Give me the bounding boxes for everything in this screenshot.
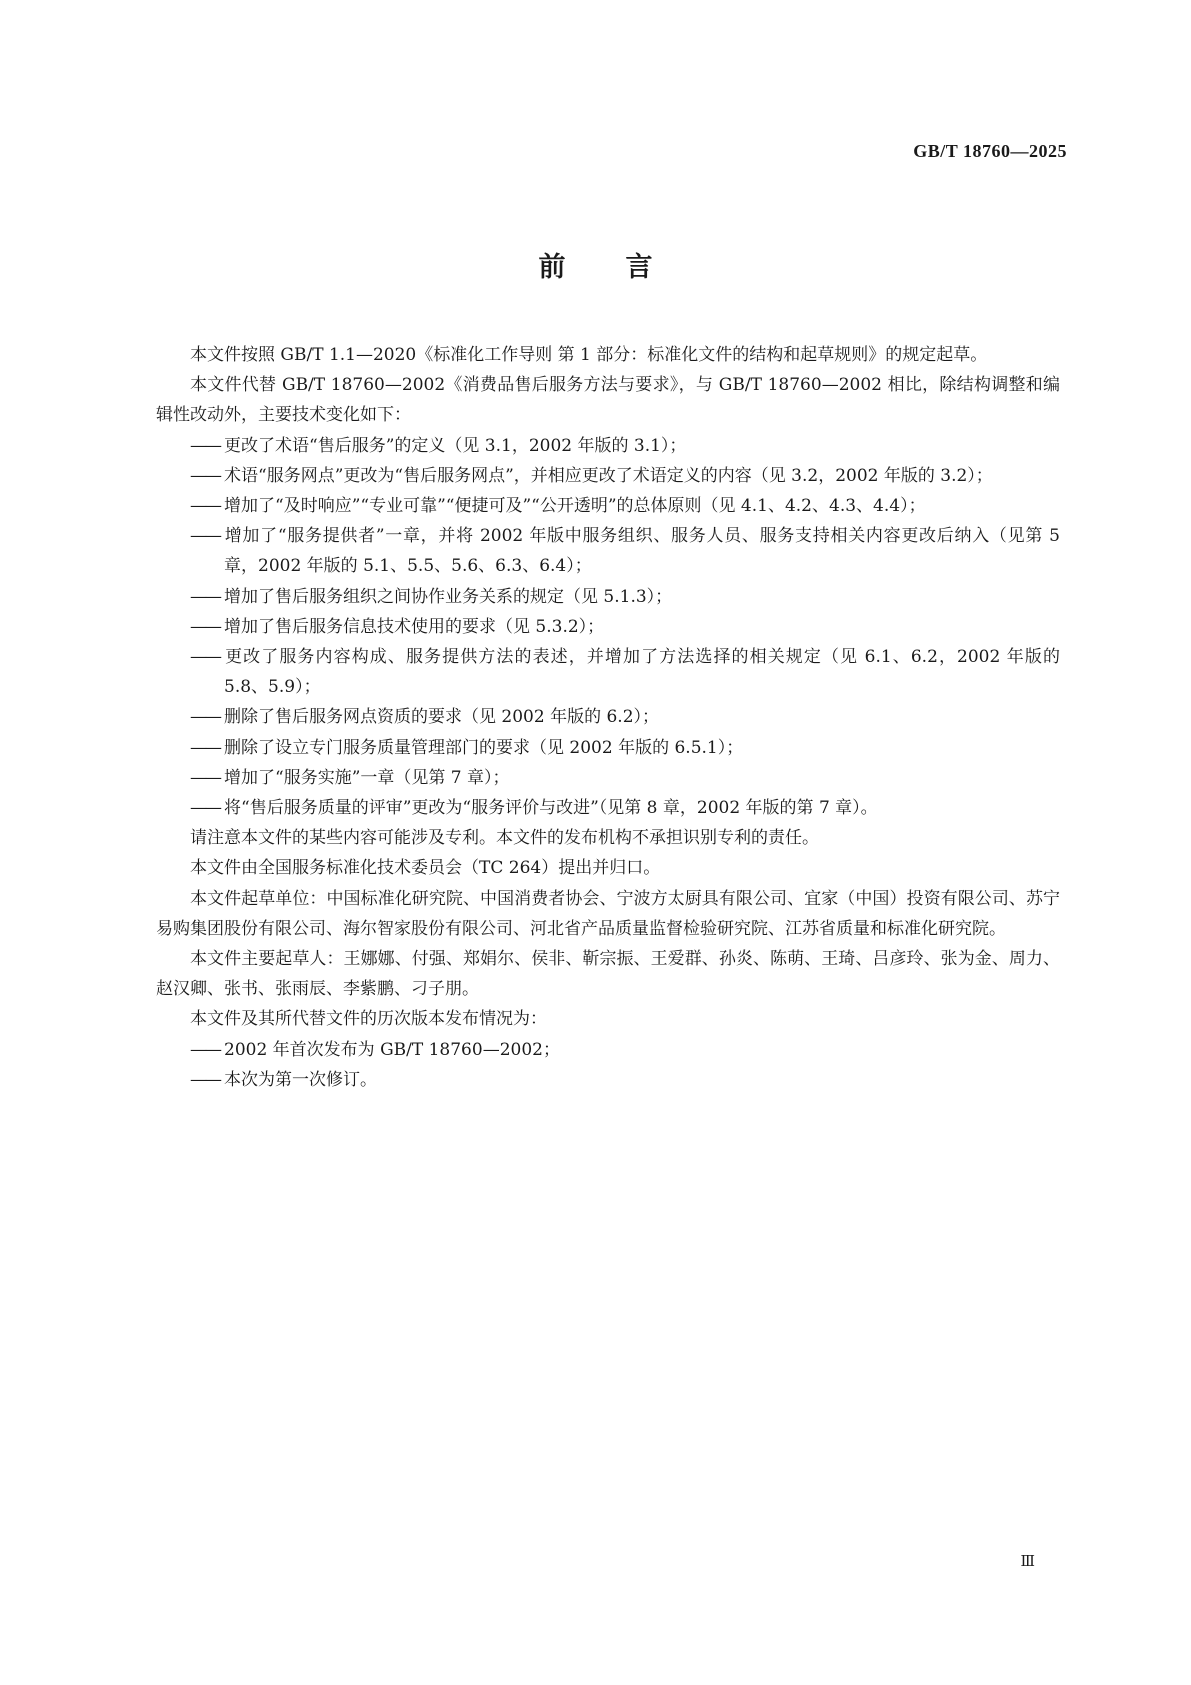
- history-item-text: 2002 年首次发布为 GB/T 18760—2002；: [224, 1039, 560, 1060]
- list-item-text: 删除了售后服务网点资质的要求（见 2002 年版的 6.2）；: [224, 707, 660, 728]
- list-item-text: 术语“服务网点”更改为“售后服务网点”，并相应更改了术语定义的内容（见 3.2，2002 年版的 3.2）；: [224, 465, 993, 486]
- dash-marker: ——: [190, 435, 220, 456]
- foreword-body: [156, 340, 1060, 1095]
- dash-marker: ——: [190, 465, 220, 486]
- paragraph-committee: 本文件由全国服务标准化技术委员会（TC 264）提出并归口。: [190, 858, 661, 879]
- list-item-text: 增加了售后服务信息技术使用的要求（见 5.3.2）；: [224, 616, 605, 637]
- list-item-text: 增加了“及时响应”“专业可靠”“便捷可及”“公开透明”的总体原则（见 4.1、4.2、4.3、4.4）；: [224, 496, 926, 517]
- list-item: [156, 431, 1060, 461]
- list-item-text: 更改了术语“售后服务”的定义（见 3.1，2002 年版的 3.1）；: [224, 435, 687, 456]
- paragraph-replacement: 本文件代替 GB/T 18760—2002《消费品售后服务方法与要求》，与 GB/T 18760—2002 相比，除结构调整和编辑性改动外，主要技术变化如下：: [156, 375, 1060, 426]
- list-item-text: 增加了售后服务组织之间协作业务关系的规定（见 5.1.3）；: [224, 586, 673, 607]
- dash-marker: ——: [190, 767, 220, 788]
- page-title: 前言: [538, 252, 713, 283]
- paragraph-patent-notice: 请注意本文件的某些内容可能涉及专利。本文件的发布机构不承担识别专利的责任。: [190, 828, 819, 849]
- list-item: [156, 642, 1060, 702]
- list-item-text: 将“售后服务质量的评审”更改为“服务评价与改进”（见第 8 章，2002 年版的第 7 章）。: [224, 798, 878, 819]
- paragraph-drafting-rule: 本文件按照 GB/T 1.1—2020《标准化工作导则 第 1 部分：标准化文件的结构和起草规则》的规定起草。: [190, 345, 988, 365]
- list-item-text: 增加了“服务提供者”一章，并将 2002 年版中服务组织、服务人员、服务支持相关内容更改后纳入（见第 5 章，2002 年版的 5.1、5.5、5.6、6.3、6.4）；: [224, 526, 1060, 577]
- dash-marker: ——: [190, 647, 220, 668]
- dash-marker: ——: [190, 616, 220, 637]
- dash-marker: ——: [190, 1069, 220, 1090]
- dash-marker: ——: [190, 496, 220, 517]
- dash-marker: ——: [190, 586, 220, 607]
- dash-marker: ——: [190, 526, 220, 547]
- list-item: [156, 793, 1060, 823]
- history-item-text: 本次为第一次修订。: [224, 1069, 377, 1090]
- paragraph-drafting-units: 本文件起草单位：中国标准化研究院、中国消费者协会、宁波方太厨具有限公司、宜家（中国）投资有限公司、苏宁易购集团股份有限公司、海尔智家股份有限公司、河北省产品质量监督检验研究院、江苏省质量和标准化研究院。: [156, 888, 1060, 939]
- page-number: Ⅲ: [1020, 1554, 1035, 1570]
- paragraph-drafters: 本文件主要起草人：王娜娜、付强、郑娟尔、侯非、靳宗振、王爱群、孙炎、陈萌、王琦、吕彦玲、张为金、周力、赵汉卿、张书、张雨辰、李紫鹏、刁子朋。: [156, 949, 1060, 1000]
- list-item-text: 更改了服务内容构成、服务提供方法的表述，并增加了方法选择的相关规定（见 6.1、6.2，2002 年版的 5.8、5.9）；: [224, 647, 1060, 698]
- list-item-text: 删除了设立专门服务质量管理部门的要求（见 2002 年版的 6.5.1）；: [224, 737, 744, 758]
- paragraph-history-intro: 本文件及其所代替文件的历次版本发布情况为：: [190, 1009, 547, 1030]
- dash-marker: ——: [190, 798, 220, 819]
- list-item: [156, 461, 1060, 491]
- list-item: [156, 733, 1060, 763]
- list-item: [156, 612, 1060, 642]
- history-item: [156, 1065, 1060, 1095]
- dash-marker: ——: [190, 737, 220, 758]
- dash-marker: ——: [190, 1039, 220, 1060]
- list-item: [156, 702, 1060, 732]
- list-item: [156, 763, 1060, 793]
- list-item-text: 增加了“服务实施”一章（见第 7 章）；: [224, 767, 510, 788]
- standard-code: GB/T 18760—2025: [913, 141, 1067, 161]
- list-item: [156, 491, 1060, 521]
- history-item: [156, 1035, 1060, 1065]
- list-item: [156, 521, 1060, 581]
- dash-marker: ——: [190, 707, 220, 728]
- list-item: [156, 582, 1060, 612]
